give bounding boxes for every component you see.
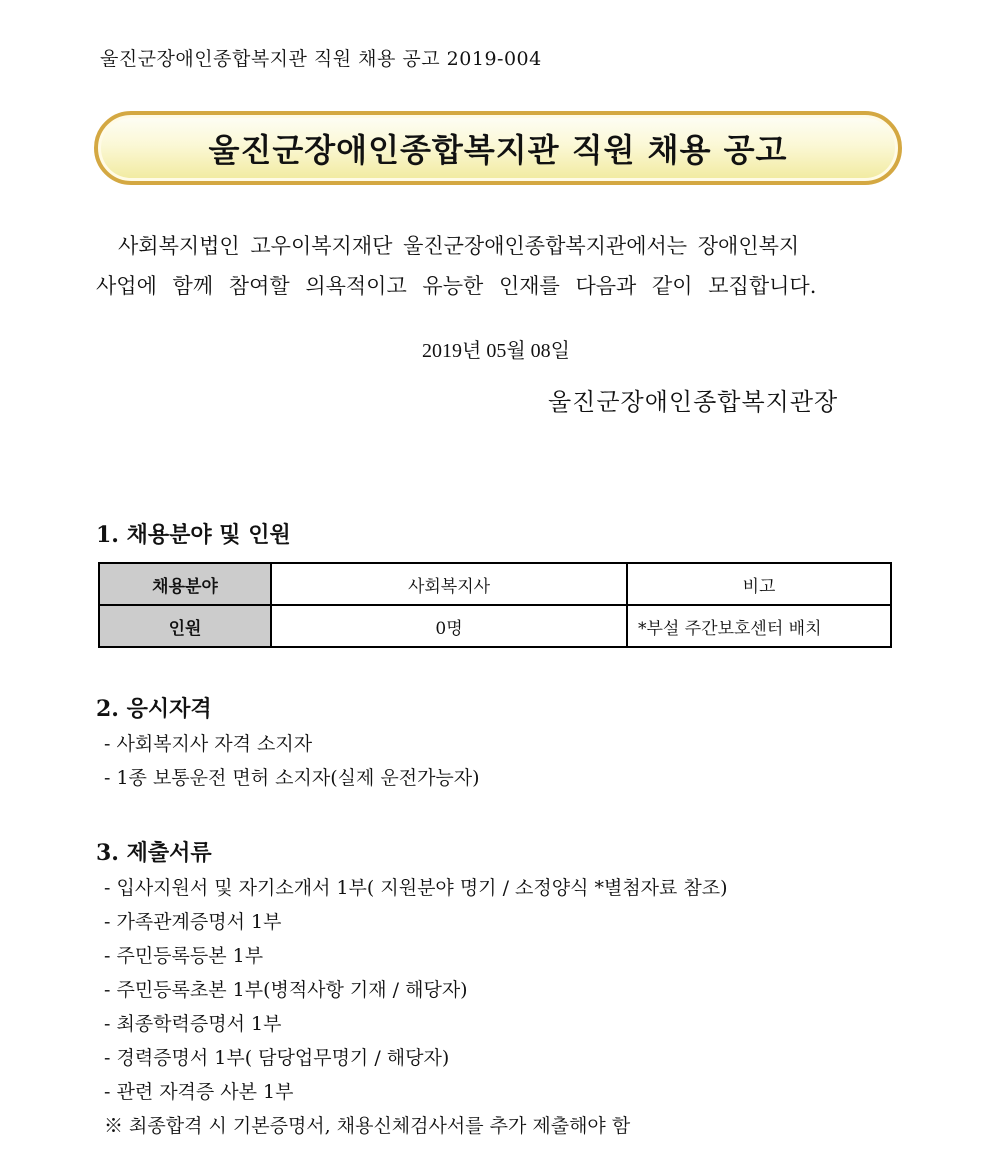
list-note: ※ 최종합격 시 기본증명서, 채용신체검사서를 추가 제출해야 함 xyxy=(104,1115,631,1137)
table-header-cell: 채용분야 xyxy=(99,563,271,605)
section-heading-recruitment: 1. 채용분야 및 인원 xyxy=(96,522,291,548)
document-id: 울진군장애인종합복지관 직원 채용 공고 2019-004 xyxy=(100,48,542,70)
section-heading-qualifications: 2. 응시자격 xyxy=(96,696,212,722)
recruitment-table xyxy=(98,562,892,648)
signer-name: 울진군장애인종합복지관장 xyxy=(548,388,839,416)
list-item: - 가족관계증명서 1부 xyxy=(104,911,282,933)
list-item: - 경력증명서 1부( 담당업무명기 / 해당자) xyxy=(104,1047,450,1069)
page-title: 울진군장애인종합복지관 직원 채용 공고 xyxy=(208,131,788,169)
title-banner xyxy=(94,111,902,185)
list-item: - 관련 자격증 사본 1부 xyxy=(104,1081,294,1103)
notice-date: 2019년 05월 08일 xyxy=(422,340,570,362)
intro-line-2: 사업에 함께 참여할 의욕적이고 유능한 인재를 다음과 같이 모집합니다. xyxy=(96,274,817,298)
table-cell: 비고 xyxy=(627,563,891,605)
documents-list xyxy=(104,871,728,1143)
intro-line-1: 사회복지법인 고우이복지재단 울진군장애인종합복지관에서는 장애인복지 xyxy=(118,234,800,258)
list-item: - 입사지원서 및 자기소개서 1부( 지원분야 명기 / 소정양식 *별첨자료 참조) xyxy=(104,877,728,899)
table-row xyxy=(99,605,891,647)
qualifications-list xyxy=(104,727,480,795)
intro-paragraph xyxy=(96,226,896,306)
table-row xyxy=(99,563,891,605)
list-item: - 사회복지사 자격 소지자 xyxy=(104,733,313,755)
table-header-cell: 인원 xyxy=(99,605,271,647)
list-item: - 1종 보통운전 면허 소지자(실제 운전가능자) xyxy=(104,767,480,789)
section-heading-documents: 3. 제출서류 xyxy=(96,840,212,866)
table-cell: 사회복지사 xyxy=(271,563,627,605)
list-item: - 주민등록초본 1부(병적사항 기재 / 해당자) xyxy=(104,979,468,1001)
table-cell: 0명 xyxy=(271,605,627,647)
list-item: - 주민등록등본 1부 xyxy=(104,945,264,967)
list-item: - 최종학력증명서 1부 xyxy=(104,1013,282,1035)
table-cell: *부설 주간보호센터 배치 xyxy=(627,605,891,647)
